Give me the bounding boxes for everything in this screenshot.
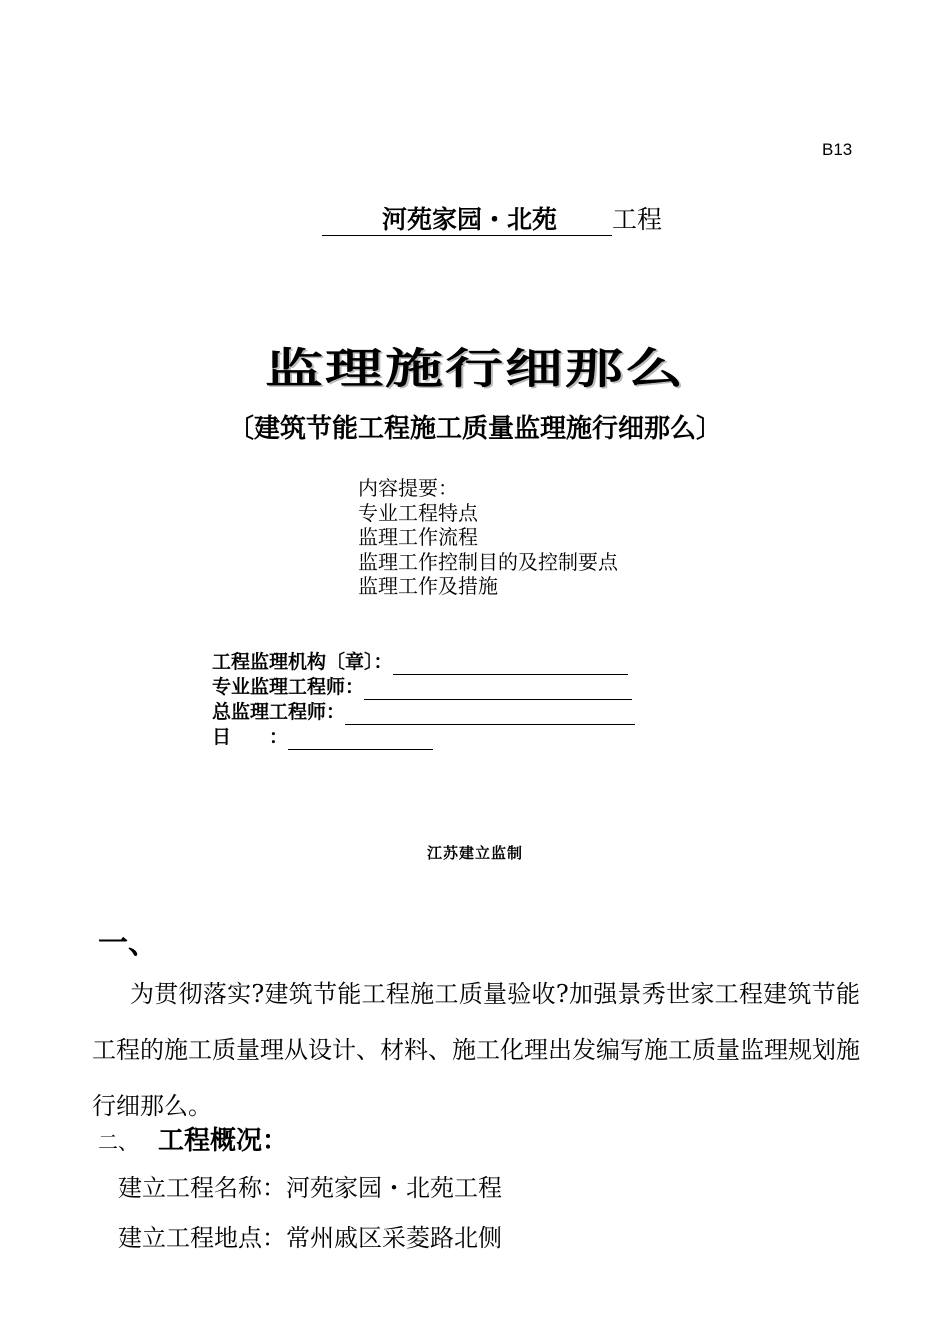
subtitle: 〔建筑节能工程施工质量监理施行细那么〕: [227, 414, 722, 444]
date-label: 日 ：: [212, 726, 289, 748]
section-1-paragraph: 为贯彻落实?建筑节能工程施工质量验收?加强景秀世家工程建筑节能工程的施工质量理从设计、材料、施工化理出发编写施工质量监理规划施行细那么。: [92, 980, 860, 1120]
signature-block: [212, 650, 635, 750]
engineer-blank-line[interactable]: [364, 681, 632, 700]
signature-row-date: [212, 725, 635, 750]
section-1-heading: 一、: [98, 926, 158, 961]
content-summary: [358, 476, 618, 599]
org-label: 工程监理机构〔章〕：: [212, 651, 393, 673]
main-title: 监理施行细那么: [264, 344, 685, 394]
summary-heading: 内容提要：: [358, 476, 458, 500]
signature-row-org: [212, 650, 635, 675]
signature-row-chief: [212, 700, 635, 725]
signature-row-engineer: [212, 675, 635, 700]
summary-item: 监理工作流程: [358, 525, 478, 549]
section-2-number: 二、: [98, 1130, 138, 1154]
issuer-line: 江苏建立监制: [426, 844, 523, 862]
engineer-label: 专业监理工程师：: [212, 676, 365, 698]
chief-blank-line[interactable]: [345, 706, 635, 725]
project-suffix: 工程: [612, 205, 663, 234]
project-name-line: [322, 200, 662, 236]
summary-item: 监理工作控制目的及控制要点: [358, 549, 618, 574]
date-blank-line[interactable]: [288, 731, 433, 750]
project-location-fact: 建立工程地点：常州戚区采菱路北侧: [118, 1224, 502, 1252]
org-blank-line[interactable]: [393, 656, 628, 675]
chief-label: 总监理工程师：: [212, 701, 346, 723]
section-2-heading: [98, 1120, 288, 1157]
summary-item: 专业工程特点: [358, 500, 478, 525]
project-name: 河苑家园・北苑: [322, 205, 612, 236]
section-2-title: 工程概况：: [158, 1126, 289, 1156]
summary-item: 监理工作及措施: [358, 574, 498, 598]
project-name-fact: 建立工程名称：河苑家园・北苑工程: [118, 1174, 502, 1202]
document-code: B13: [822, 140, 853, 159]
